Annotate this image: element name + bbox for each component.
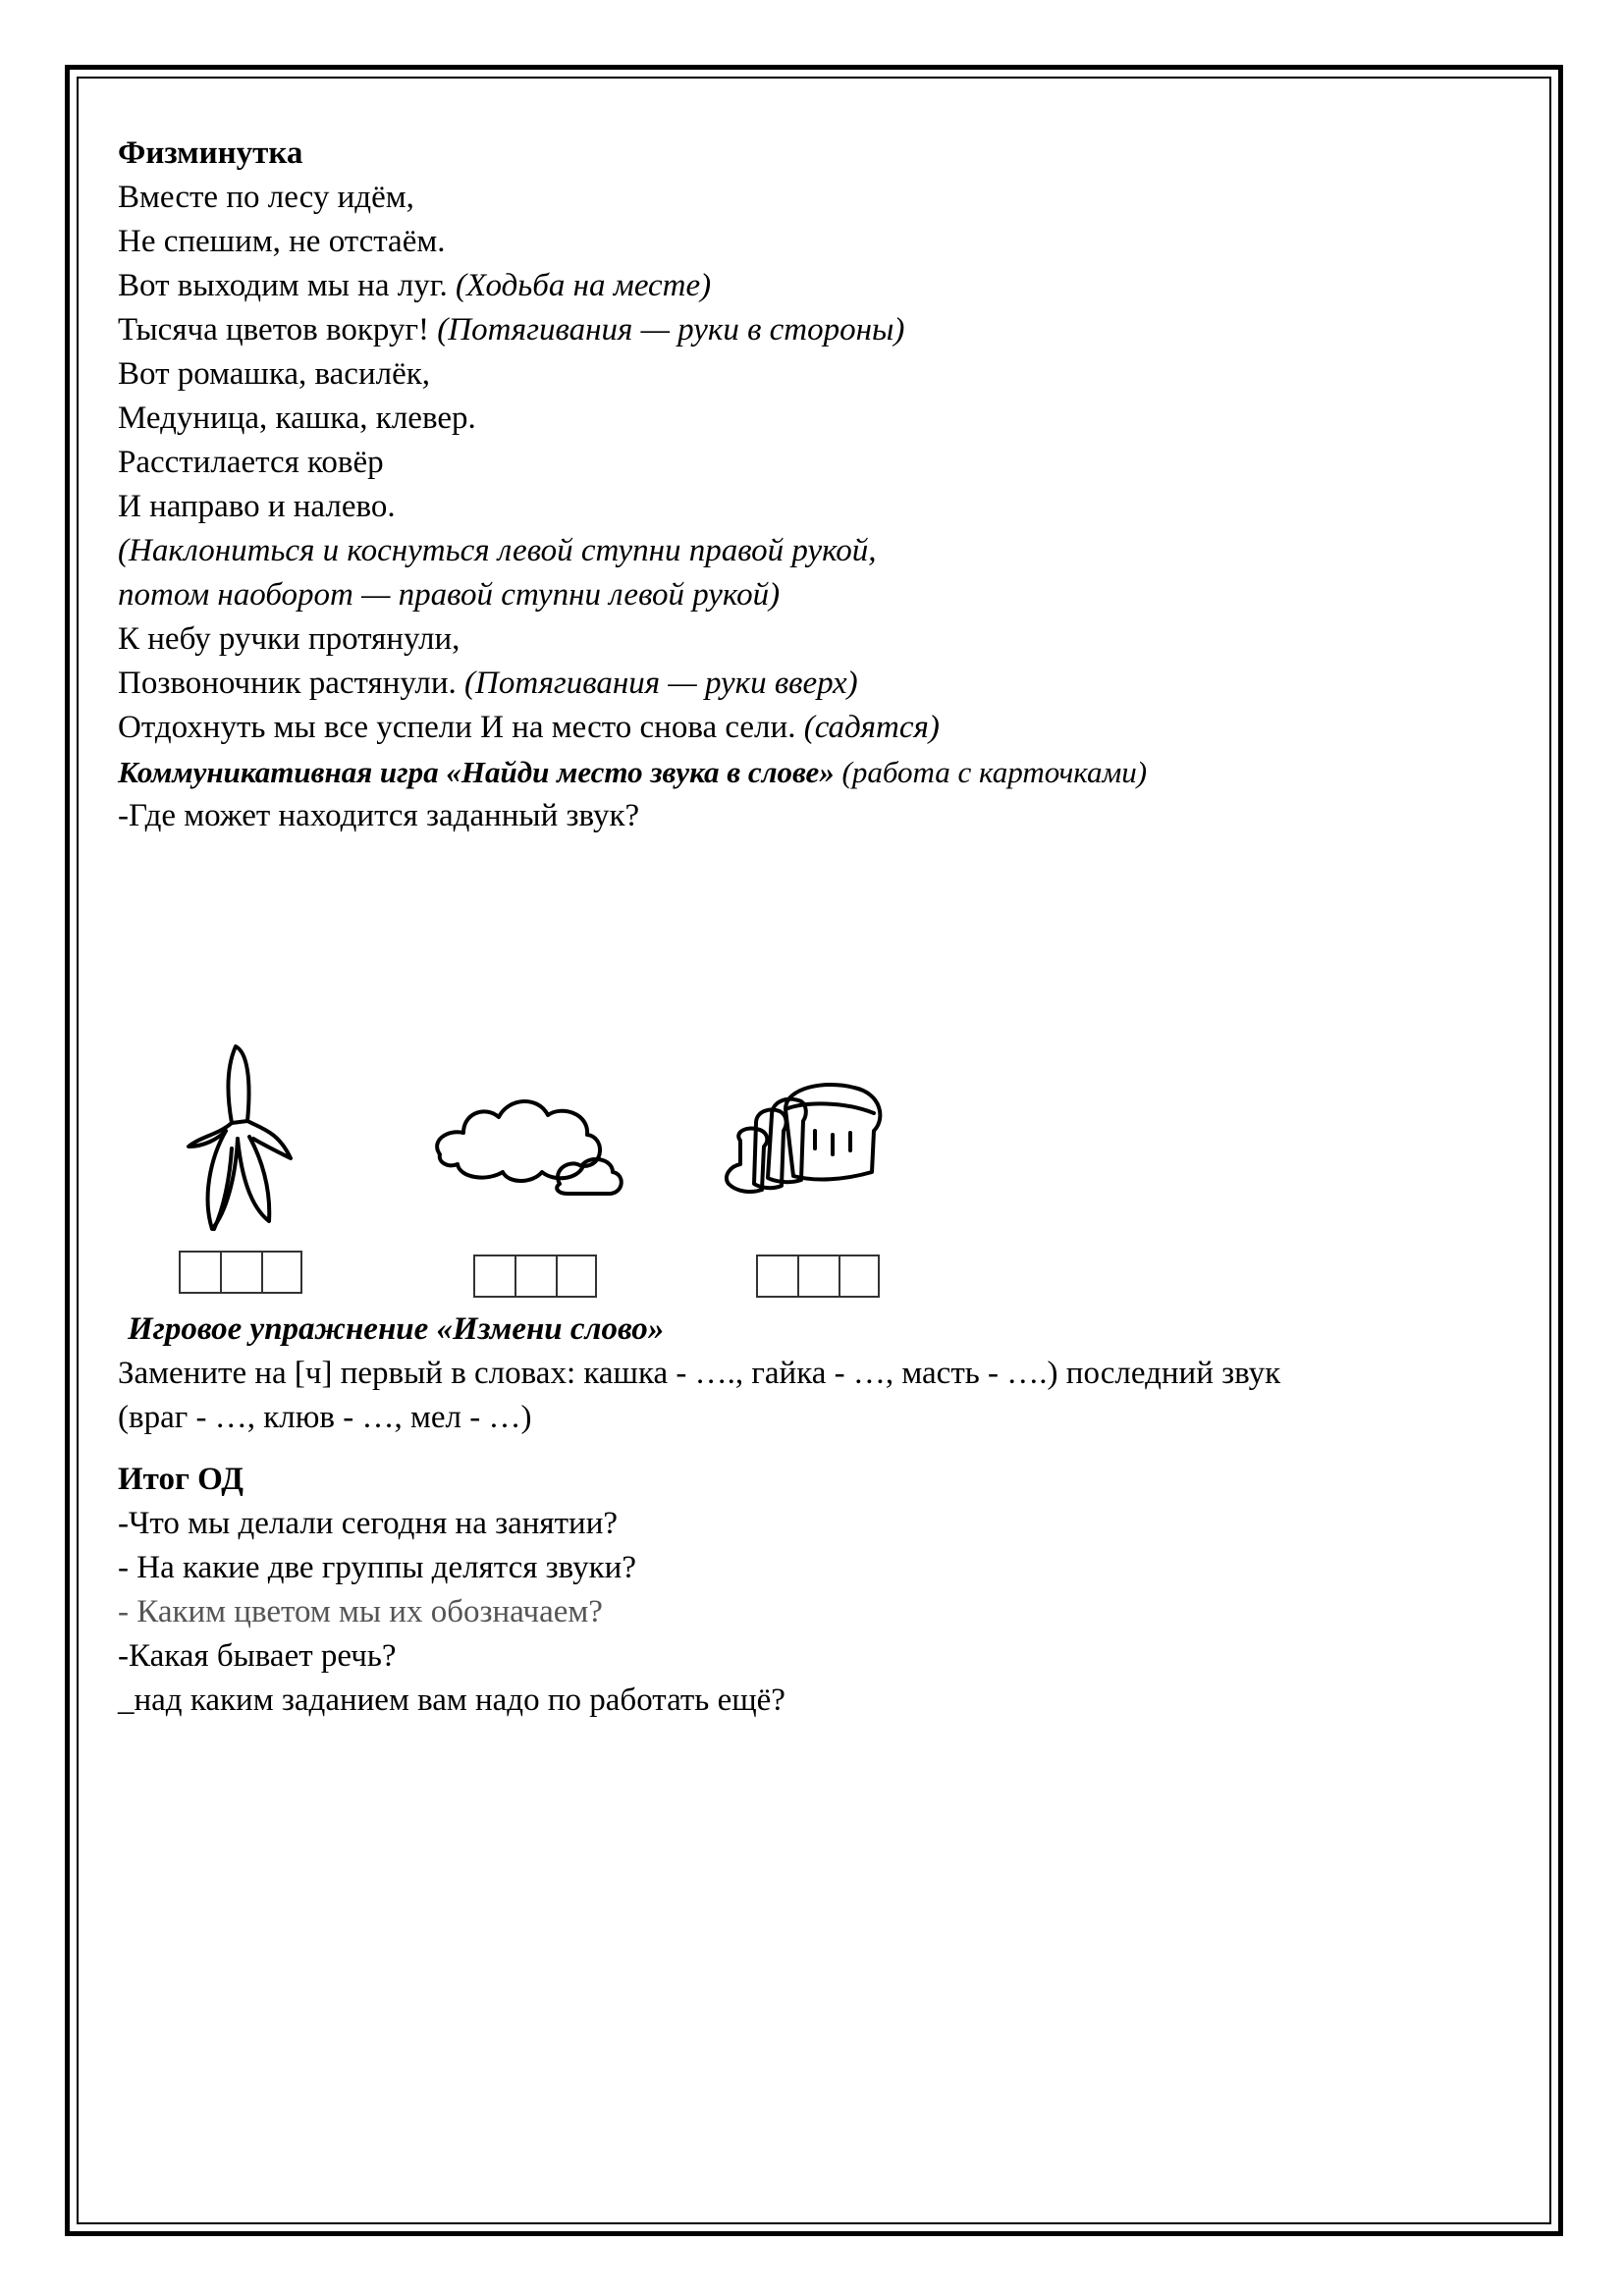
game-title: Коммуникативная игра «Найди место звука в слове» bbox=[118, 755, 835, 789]
poem-line bbox=[118, 264, 1512, 308]
poem-text: К небу ручки протянули, bbox=[118, 621, 460, 657]
summary-question: -Что мы делали сегодня на занятии? bbox=[118, 1506, 619, 1541]
cloud-icon bbox=[430, 1090, 626, 1198]
exercise-line: Замените на [ч] первый в словах: кашка - …., гайка - …, масть - ….) последний звук bbox=[118, 1356, 1281, 1391]
movement-note: (садятся) bbox=[803, 710, 940, 745]
poem-text: Вот ромашка, василёк, bbox=[118, 356, 431, 392]
exercise-line: (враг - …, клюв - …, мел - …) bbox=[118, 1400, 532, 1435]
poem-text: Тысяча цветов вокруг! bbox=[118, 312, 438, 347]
poem-text: Не спешим, не отстаём. bbox=[118, 224, 446, 259]
summary-question: - Каким цветом мы их обозначаем? bbox=[118, 1594, 603, 1629]
poem-line bbox=[118, 308, 1512, 352]
sound-scheme-box bbox=[473, 1255, 597, 1298]
poem-text: Вот выходим мы на луг. bbox=[118, 268, 457, 303]
sound-scheme-box bbox=[179, 1251, 302, 1294]
game-question: -Где может находится заданный звук? bbox=[118, 798, 640, 833]
poem-block bbox=[118, 176, 1512, 750]
instruction-line: (Наклониться и коснуться левой ступни правой рукой, bbox=[118, 533, 877, 568]
movement-note: (Ходьба на месте) bbox=[456, 268, 712, 303]
poem-line bbox=[118, 176, 1512, 220]
poem-line bbox=[118, 662, 1512, 706]
summary-question: - На какие две группы делятся звуки? bbox=[118, 1550, 636, 1585]
communicative-game-heading bbox=[118, 750, 1512, 794]
poem-text: Расстилается ковёр bbox=[118, 445, 384, 480]
summary-question: -Какая бывает речь? bbox=[118, 1638, 397, 1674]
poem-line bbox=[118, 485, 1512, 529]
sound-scheme-box bbox=[756, 1255, 880, 1298]
poem-text: И направо и налево. bbox=[118, 489, 396, 524]
document-content bbox=[118, 132, 1512, 1723]
poem-line bbox=[118, 397, 1512, 441]
summary-title: Итог ОД bbox=[118, 1462, 244, 1497]
poem-text: Позвоночник растянули. bbox=[118, 666, 465, 701]
poem-line bbox=[118, 706, 1512, 750]
banana-icon bbox=[167, 1041, 304, 1235]
poem-line bbox=[118, 220, 1512, 264]
poem-line bbox=[118, 617, 1512, 662]
poem-line bbox=[118, 441, 1512, 485]
poem-text: Медуница, кашка, клевер. bbox=[118, 400, 476, 436]
poem-line bbox=[118, 352, 1512, 397]
game-note: (работа с карточками) bbox=[834, 755, 1148, 789]
exercise-title: Игровое упражнение «Измени слово» bbox=[128, 1311, 665, 1347]
instruction-line: потом наоборот — правой ступни левой рукой) bbox=[118, 577, 781, 613]
summary-question: _над каким заданием вам надо по работать ещё? bbox=[118, 1682, 785, 1718]
movement-note: (Потягивания — руки в стороны) bbox=[437, 312, 905, 347]
poem-text: Вместе по лесу идём, bbox=[118, 180, 414, 215]
bread-icon bbox=[717, 1080, 893, 1198]
fizminutka-title: Физминутка bbox=[118, 135, 303, 171]
poem-text: Отдохнуть мы все успели И на место снова сели. bbox=[118, 710, 804, 745]
picture-cards bbox=[118, 838, 1512, 1290]
movement-note: (Потягивания — руки вверх) bbox=[464, 666, 858, 701]
